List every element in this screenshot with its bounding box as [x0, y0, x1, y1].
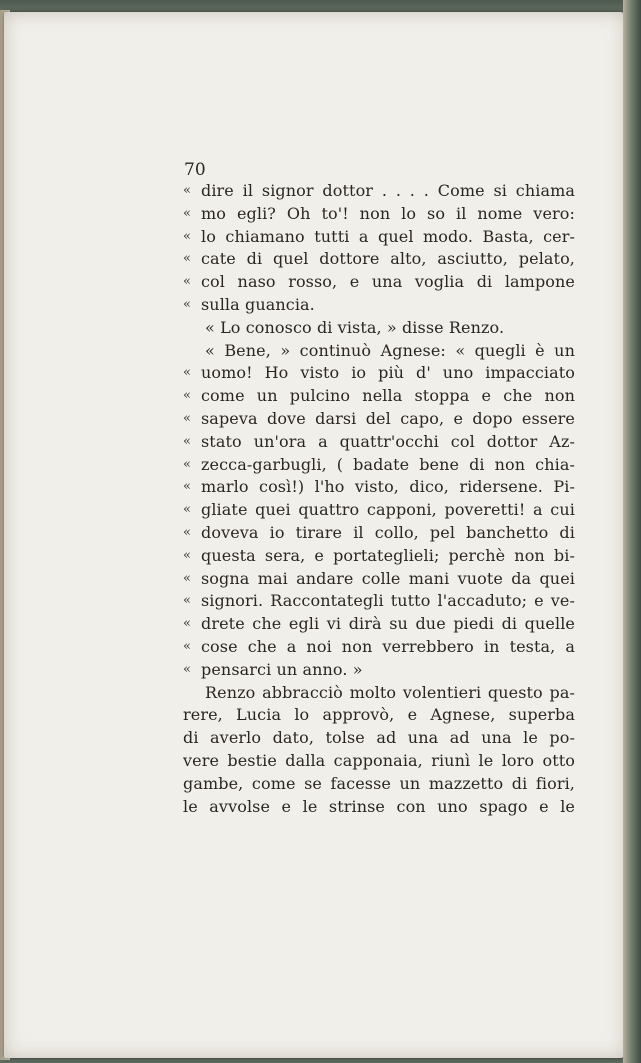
text-line	[183, 317, 575, 339]
quote-mark: «	[183, 228, 192, 244]
text-line	[183, 499, 575, 521]
text-line	[183, 704, 575, 726]
quote-mark: «	[183, 183, 192, 198]
line-text: zecca-garbugli, ( badate bene di non chia-	[201, 454, 575, 474]
quote-mark: «	[183, 411, 192, 426]
quote-mark: «	[183, 525, 192, 540]
line-text: rere, Lucia lo approvò, e Agnese, superba	[183, 705, 575, 725]
text-line	[183, 750, 575, 772]
page-stack-edge	[623, 0, 641, 1063]
line-text: come un pulcino nella stoppa e che non	[201, 386, 575, 406]
line-text: « Bene, » continuò Agnese: « quegli è un	[205, 340, 575, 360]
text-line	[183, 773, 575, 795]
line-text: mo egli? Oh to'! non lo so il nome vero:	[201, 203, 575, 223]
line-text: di averlo dato, tolse ad una ad una le po-	[183, 728, 575, 748]
line-text: questa sera, e portateglieli; perchè non bi-	[201, 545, 575, 565]
text-line	[183, 385, 575, 407]
line-text: sulla guancia.	[201, 295, 315, 314]
text-line	[183, 476, 575, 498]
text-line	[183, 226, 575, 248]
line-text: dire il signor dottor . . . . Come si chiama	[201, 181, 575, 200]
text-line	[183, 180, 575, 202]
quote-mark: «	[183, 365, 192, 381]
line-text: « Lo conosco di vista, » disse Renzo.	[205, 317, 505, 337]
line-text: col naso rosso, e una voglia di lampone	[201, 272, 575, 292]
quote-mark: «	[183, 251, 192, 267]
quote-mark: «	[183, 205, 192, 221]
text-line	[183, 248, 575, 270]
line-text: le avvolse e le strinse con uno spago e le	[183, 796, 575, 816]
text-line	[183, 522, 575, 544]
quote-mark: «	[183, 388, 192, 404]
line-text: doveva io tirare il collo, pel banchetto di	[201, 523, 575, 542]
quote-mark: «	[183, 570, 192, 586]
quote-mark: «	[183, 479, 192, 495]
text-line	[183, 636, 575, 658]
text-line	[183, 796, 575, 818]
text-line	[183, 340, 575, 362]
quote-mark: «	[183, 616, 192, 632]
quote-mark: «	[183, 297, 192, 312]
text-line	[183, 727, 575, 749]
quote-mark: «	[183, 456, 192, 472]
text-line	[183, 682, 575, 704]
quote-mark: «	[183, 661, 192, 677]
text-line	[183, 271, 575, 293]
text-line	[183, 431, 575, 453]
text-line	[183, 613, 575, 635]
text-line	[183, 590, 575, 612]
line-text: cose che a noi non verrebbero in testa, a	[201, 637, 575, 656]
line-text: vere bestie dalla capponaia, riunì le loro otto	[183, 751, 575, 770]
quote-mark: «	[183, 274, 192, 290]
line-text: uomo! Ho visto io più d' uno impacciato	[201, 363, 575, 383]
line-text: sogna mai andare colle mani vuote da quei	[201, 568, 575, 588]
line-text: stato un'ora a quattr'occhi col dottor Az-	[201, 431, 575, 451]
line-text: gliate quei quattro capponi, poveretti! a cui	[201, 500, 575, 520]
line-text: marlo così!) l'ho visto, dico, ridersene. Pi-	[201, 477, 575, 497]
line-text: sapeva dove darsi del capo, e dopo essere	[201, 409, 575, 428]
text-line	[183, 203, 575, 225]
line-text: gambe, come se facesse un mazzetto di fiori,	[183, 773, 575, 793]
text-line	[183, 408, 575, 430]
text-line	[183, 545, 575, 567]
line-text: cate di quel dottore alto, asciutto, pelato,	[201, 249, 575, 269]
page-number: 70	[184, 160, 206, 180]
quote-mark: «	[183, 547, 192, 563]
quote-mark: «	[183, 502, 192, 518]
line-text: Renzo abbracciò molto volentieri questo pa-	[205, 682, 575, 702]
quote-mark: «	[183, 433, 192, 449]
text-line	[183, 294, 575, 316]
text-line	[183, 568, 575, 590]
line-text: drete che egli vi dirà su due piedi di quelle	[201, 614, 575, 634]
quote-mark: «	[183, 593, 192, 609]
text-line	[183, 454, 575, 476]
quote-mark: «	[183, 639, 192, 654]
line-text: pensarci un anno. »	[201, 659, 363, 679]
line-text: lo chiamano tutti a quel modo. Basta, cer-	[201, 226, 575, 246]
text-line	[183, 362, 575, 384]
text-line	[183, 659, 575, 681]
line-text: signori. Raccontategli tutto l'accaduto; e ve-	[201, 591, 575, 611]
